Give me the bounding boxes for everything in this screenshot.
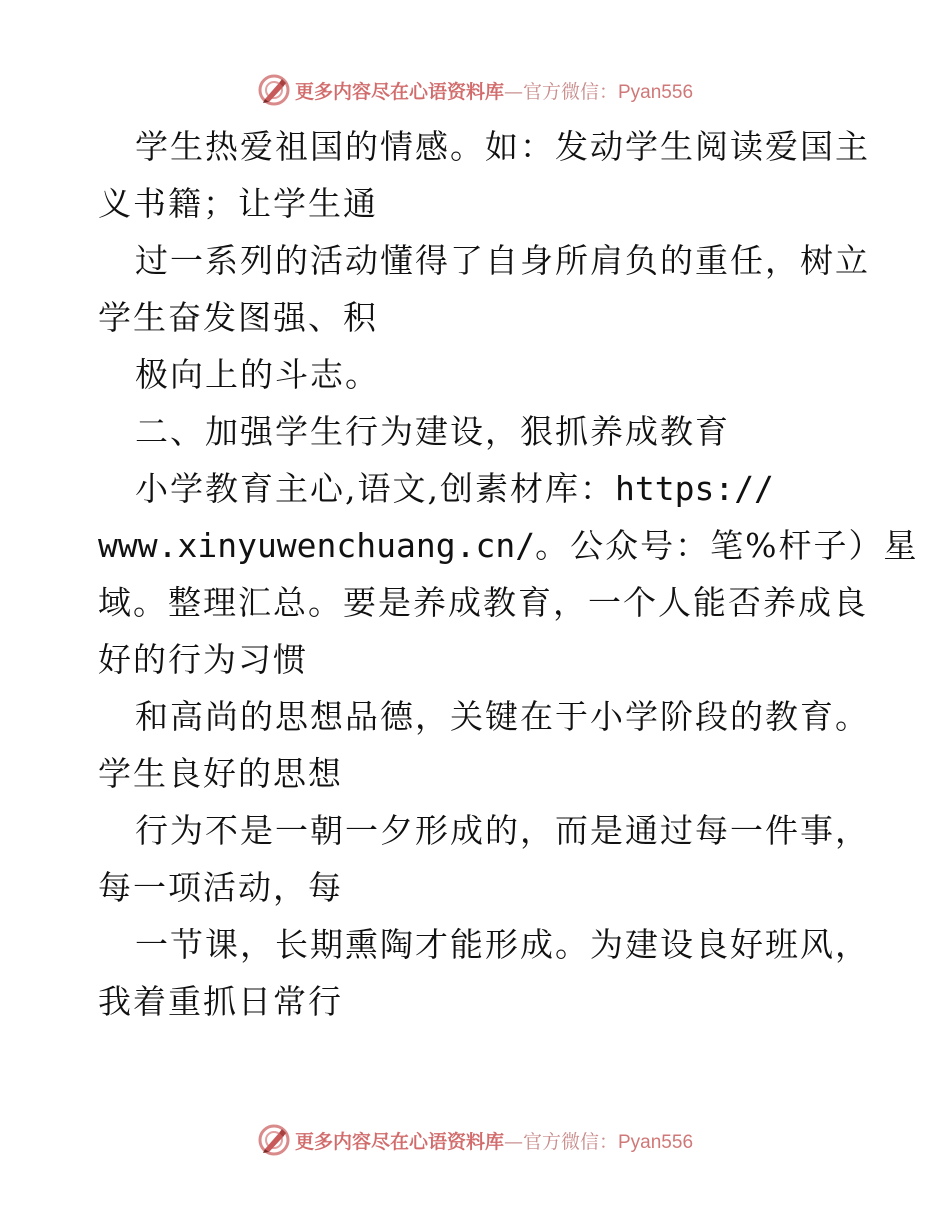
text-line: 域。整理汇总。要是养成教育，一个人能否养成良 bbox=[98, 583, 868, 622]
watermark-id: Pyan556 bbox=[618, 81, 694, 103]
watermark-main: 更多内容尽在心语资料库 bbox=[294, 80, 504, 103]
watermark-main: 更多内容尽在心语资料库 bbox=[294, 1130, 504, 1153]
text-line: 学生奋发图强、积 bbox=[98, 298, 378, 337]
text-line: 小学教育主心,语文,创素材库：https:// bbox=[135, 469, 774, 508]
pen-logo-icon bbox=[257, 1123, 291, 1157]
text-line: 极向上的斗志。 bbox=[135, 355, 380, 394]
watermark-side: 官方微信： bbox=[522, 80, 618, 103]
watermark-dash: — bbox=[503, 1130, 523, 1153]
text-line: 好的行为习惯 bbox=[98, 640, 308, 679]
pen-logo-icon bbox=[257, 73, 291, 107]
watermark-id: Pyan556 bbox=[618, 1131, 694, 1153]
text-line: 我着重抓日常行 bbox=[98, 982, 343, 1021]
text-line: www.xinyuwenchuang.cn/。公众号：笔%杆子）星 bbox=[98, 526, 919, 565]
text-line: 行为不是一朝一夕形成的，而是通过每一件事， bbox=[135, 811, 870, 850]
watermark-dash: — bbox=[503, 80, 523, 103]
text-line: 义书籍；让学生通 bbox=[98, 184, 378, 223]
watermark-side: 官方微信： bbox=[522, 1130, 618, 1153]
text-line: 二、加强学生行为建设，狠抓养成教育 bbox=[135, 412, 730, 451]
text-line: 学生良好的思想 bbox=[98, 754, 343, 793]
watermark-text bbox=[295, 77, 693, 104]
watermark-text bbox=[295, 1127, 693, 1154]
header-watermark bbox=[0, 70, 950, 110]
text-line: 学生热爱祖国的情感。如：发动学生阅读爱国主 bbox=[135, 127, 870, 166]
text-line: 每一项活动，每 bbox=[98, 868, 343, 907]
footer-watermark bbox=[0, 1120, 950, 1160]
document-body bbox=[98, 118, 919, 1030]
text-line: 和高尚的思想品德，关键在于小学阶段的教育。 bbox=[135, 697, 870, 736]
text-line: 一节课，长期熏陶才能形成。为建设良好班风， bbox=[135, 925, 870, 964]
text-line: 过一系列的活动懂得了自身所肩负的重任，树立 bbox=[135, 241, 870, 280]
